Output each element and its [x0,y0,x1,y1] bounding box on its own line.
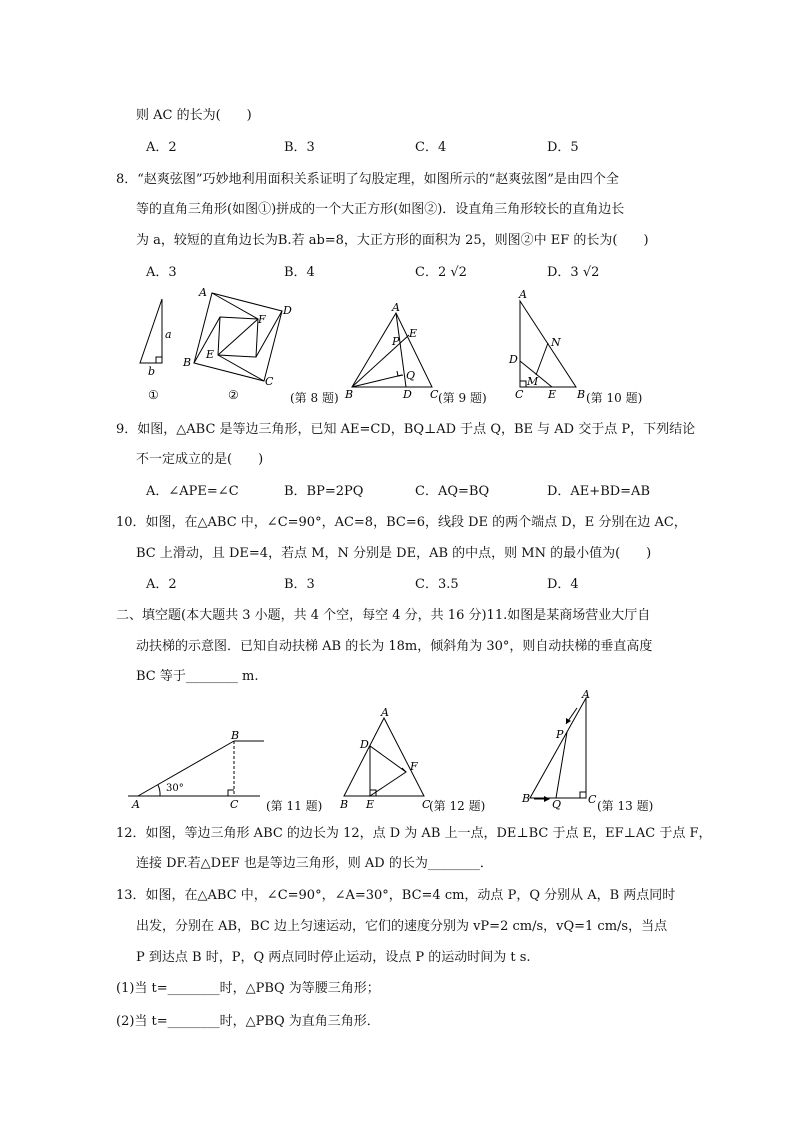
fig13-label-A: A [582,688,590,701]
fig13-label-Q: Q [552,798,562,811]
fig10-label-N: N [551,336,561,349]
fig8-caption: (第 8 题) [290,391,339,405]
q10-option-c: C．3.5 [415,577,459,592]
q7-option-b: B．3 [284,140,315,155]
fig10-caption: (第 10 题) [586,391,643,405]
fig2-label-F: F [258,313,266,326]
figures-row-2 [120,686,680,814]
fig10-label-E: E [548,388,557,401]
fig13-arrow-q-head [544,796,550,802]
q9-option-b: B．BP=2PQ [284,484,364,499]
section-2-line-2: 动扶梯的示意图．已知自动扶梯 AB 的长为 18m，倾斜角为 30°，则自动扶梯的垂直高度 [136,639,653,654]
fig9-caption: (第 9 题) [438,391,487,405]
fig12-caption: (第 12 题) [429,799,486,813]
fig11-label-B: B [231,729,240,742]
fig13-caption: (第 13 题) [597,799,654,813]
q9-option-a: A．∠APE=∠C [146,484,239,499]
fig1-label-b: b [148,365,156,378]
fig9-label-B: B [345,388,354,401]
fig2-label-E: E [206,348,215,361]
fig13-arrow-p-head [566,718,571,724]
q9-line-1: 9．如图，△ABC 是等边三角形，已知 AE=CD，BQ⊥AD 于点 Q，BE 与 AD 交于点 P，下列结论 [116,422,696,437]
fig2-label-C: C [265,375,274,388]
q12-line-2: 连接 DF.若△DEF 也是等边三角形，则 AD 的长为________． [136,856,493,871]
fig1-label-a: a [165,328,172,341]
q7-option-d: D．5 [547,140,579,155]
fig10-label-B: B [577,388,586,401]
figure-1-right-triangle [140,299,162,363]
q8-line-2: 等的直角三角形(如图①)拼成的一个大正方形(如图②)．设直角三角形较长的直角边长 [136,202,625,217]
q13-line-2: 出发，分别在 AB，BC 边上匀速运动，它们的速度分别为 vP=2 cm/s，vQ=1 cm/s，当点 [136,919,668,934]
fig10-label-A: A [519,288,527,301]
q10-option-d: D．4 [547,577,579,592]
q8-line-1: 8．“赵爽弦图”巧妙地利用面积关系证明了勾股定理，如图所示的“赵爽弦图”是由四个全 [116,172,619,187]
q13-sub-2: (2)当 t=________时，△PBQ 为直角三角形． [116,1014,380,1029]
q10-option-b: B．3 [284,577,315,592]
fig12-label-E: E [366,798,375,811]
fig9-label-E: E [409,327,418,340]
fig2-label-D: D [283,304,292,317]
q13-line-1: 13．如图，在△ABC 中，∠C=90°，∠A=30°，BC=4 cm，动点 P，Q 分别从 A，B 两点同时 [116,888,676,903]
q9-option-d: D．AE+BD=AB [547,484,651,499]
q10-line-2: BC 上滑动，且 DE=4，若点 M，N 分别是 DE，AB 的中点，则 MN 的最小值为( ) [136,546,652,561]
figure-12-equilateral-triangle [344,718,424,796]
figure-9-equilateral-triangle [352,313,432,387]
q8-option-a: A．3 [146,265,177,280]
q10-option-a: A．2 [146,577,177,592]
q9-line-2: 不一定成立的是( ) [136,452,264,467]
q10-line-1: 10．如图，在△ABC 中，∠C=90°，AC=8，BC=6，线段 DE 的两个端点 D，E 分别在边 AC， [116,515,687,530]
q7-option-c: C．4 [415,140,447,155]
fig11-label-A: A [132,798,140,811]
figure-2-zhao-shuang-square [194,293,282,381]
fig11-angle-label: 30° [166,783,184,794]
q7-tail: 则 AC 的长为( ) [136,108,252,123]
section-2-line-1: 二、填空题(本大题共 3 小题，共 4 个空，每空 4 分，共 16 分)11.如图是某商场营业大厅自 [116,608,651,623]
section-2-line-3: BC 等于________ m. [136,669,259,684]
fig9-label-P: P [392,335,400,348]
figures-row-1 [130,285,690,405]
q9-option-c: C．AQ=BQ [415,484,490,499]
fig9-label-Q: Q [406,369,416,382]
fig13-label-C: C [588,793,597,806]
q13-line-3: P 到达点 B 时，P，Q 两点同时停止运动，设点 P 的运动时间为 t s. [136,950,531,965]
fig13-label-B: B [522,792,531,805]
fig12-label-D: D [360,738,369,751]
q12-line-1: 12．如图，等边三角形 ABC 的边长为 12，点 D 为 AB 上一点，DE⊥BC 于点 E，EF⊥AC 于点 F， [116,826,712,841]
q7-option-a: A．2 [146,140,177,155]
fig13-label-P: P [556,728,564,741]
figure-11-escalator [128,741,264,796]
fig9-label-A: A [392,301,400,314]
q8-option-b: B．4 [284,265,315,280]
fig2-caption: ② [228,388,239,402]
fig12-label-F: F [410,760,418,773]
fig2-label-A: A [199,286,207,299]
q8-option-c: C．2 √2 [415,265,467,280]
fig9-label-C: C [430,388,439,401]
fig1-caption: ① [148,388,159,402]
fig9-label-D: D [403,388,412,401]
q8-line-3: 为 a，较短的直角边长为B.若 ab=8，大正方形的面积为 25，则图②中 EF 的长为( ) [136,233,649,248]
fig10-label-C: C [515,388,524,401]
fig11-label-C: C [230,798,239,811]
fig12-label-B: B [340,798,349,811]
fig10-label-M: M [527,375,539,388]
fig2-label-B: B [183,356,192,369]
fig11-caption: (第 11 题) [266,799,323,813]
fig12-label-C: C [422,798,431,811]
fig12-label-A: A [381,706,389,719]
fig10-label-D: D [509,353,518,366]
q8-option-d: D．3 √2 [547,265,600,280]
q13-sub-1: (1)当 t=________时，△PBQ 为等腰三角形； [116,981,380,996]
figure-13-right-triangle [530,698,586,799]
